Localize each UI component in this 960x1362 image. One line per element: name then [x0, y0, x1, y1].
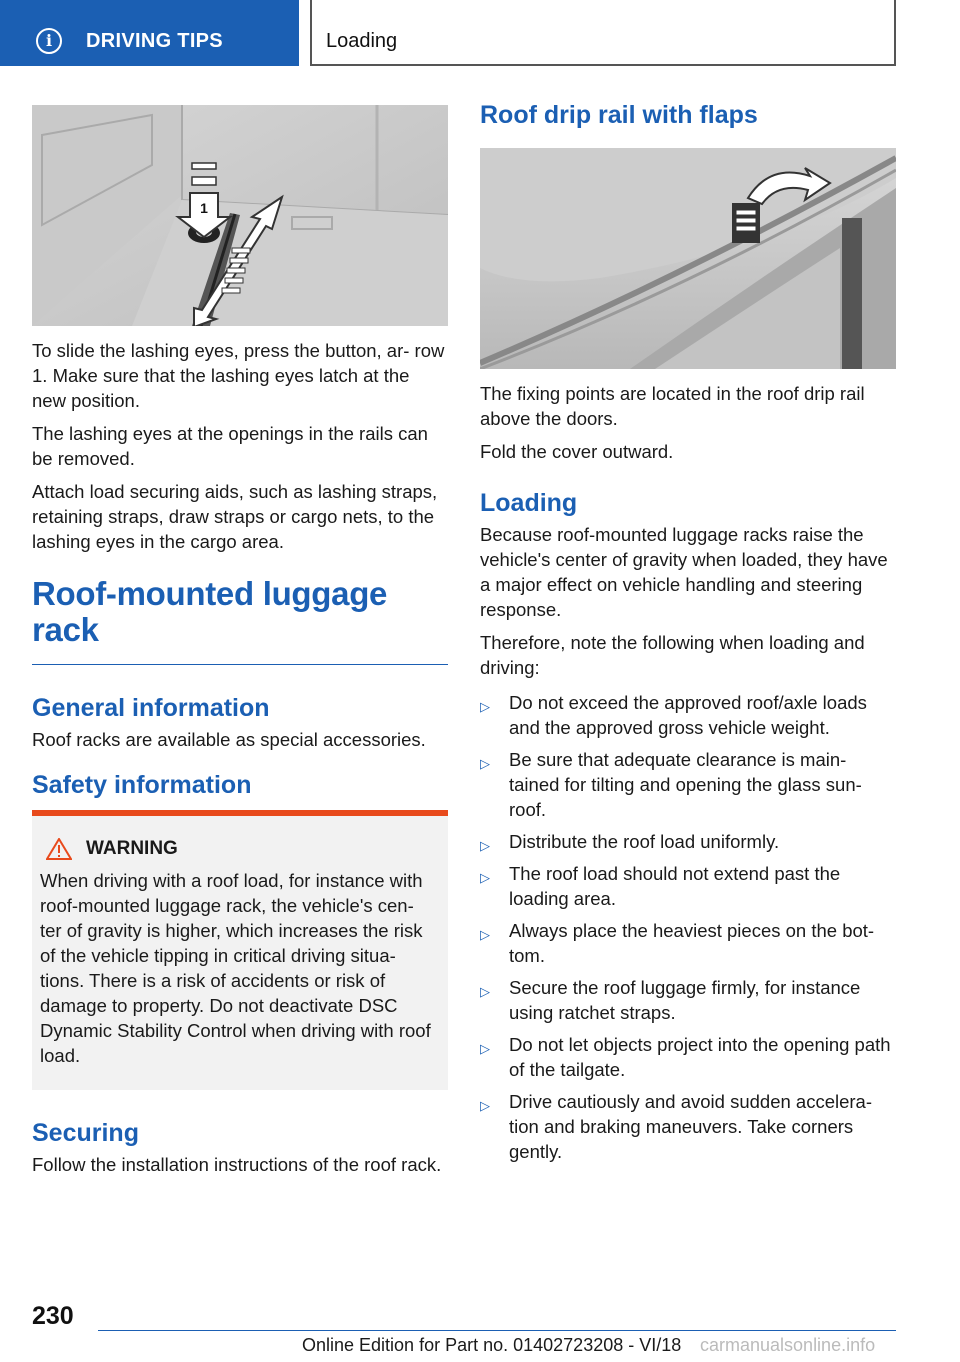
heading-rule: [32, 664, 448, 665]
left-column: [32, 105, 448, 1185]
list-item: ▷ Secure the roof luggage firmly, for instance using ratchet straps.: [480, 977, 861, 1023]
watermark: carmanualsonline.info: [700, 1335, 876, 1355]
section-tab-driving-tips[interactable]: [0, 0, 299, 66]
warning-box: [32, 810, 448, 1090]
page-number: 230: [32, 1302, 74, 1330]
figure-callout-1: 1: [200, 200, 208, 216]
bullet-triangle-icon: ▷: [480, 1098, 490, 1113]
lashing-eyes-slide-text: To slide the lashing eyes, press the button, ar- row 1. Make sure that the lashing eyes latch at the new position.: [32, 340, 445, 411]
list-item: ▷ Drive cautiously and avoid sudden accelera- tion and braking maneuvers. Take corners gently.: [480, 1091, 873, 1162]
bullet-triangle-icon: ▷: [480, 838, 490, 853]
breadcrumb: [310, 0, 896, 66]
list-item: ▷ Distribute the roof load uniformly.: [480, 829, 896, 854]
bullet-triangle-icon: ▷: [480, 927, 490, 942]
safety-information-heading: Safety information: [32, 771, 252, 799]
fold-cover-text: Fold the cover outward.: [480, 441, 674, 462]
warning-title-row: [46, 838, 440, 860]
list-item: ▷ Always place the heaviest pieces on the bot- tom.: [480, 920, 875, 966]
info-icon: i: [36, 28, 62, 54]
load-securing-aids-text: Attach load securing aids, such as lashing straps, retaining straps, draw straps or cargo nets, to the lashing eyes in the cargo area.: [32, 481, 438, 552]
general-information-text: Roof racks are available as special accessories.: [32, 729, 426, 750]
loading-note-text: Therefore, note the following when loading and driving:: [480, 632, 865, 678]
loading-heading: Loading: [480, 489, 578, 517]
warning-text: When driving with a roof load, for instance with roof-mounted luggage rack, the vehicle's cen- ter of gravity is higher, which increases the risk of the vehicle tipping in critical driving situa- tions. There is a risk of accidents or risk of damage to property. Do not deactivate DSC Dynamic Stability Control when driving with roof load.: [40, 870, 431, 1066]
loading-bullet-list: [480, 690, 896, 1164]
bullet-triangle-icon: ▷: [480, 984, 490, 999]
bullet-triangle-icon: ▷: [480, 699, 490, 714]
roof-rack-heading: Roof-mounted luggage rack: [32, 575, 388, 648]
bullet-triangle-icon: ▷: [480, 1041, 490, 1056]
right-column: [480, 100, 896, 1171]
edition-text: Online Edition for Part no. 01402723208 - VI/18: [302, 1335, 682, 1355]
securing-text: Follow the installation instructions of the roof rack.: [32, 1154, 442, 1175]
warning-title: WARNING: [86, 838, 178, 859]
roof-drip-rail-figure: [480, 148, 896, 369]
list-item: ▷ The roof load should not extend past the loading area.: [480, 863, 841, 909]
breadcrumb-current: Loading: [326, 30, 398, 52]
loading-intro-text: Because roof-mounted luggage racks raise the vehicle's center of gravity when loaded, they have a major effect on vehicle handling and steering response.: [480, 524, 888, 620]
lashing-eyes-remove-text: The lashing eyes at the openings in the rails can be removed.: [32, 423, 428, 469]
cargo-rail-lashing-eye-figure: [32, 105, 448, 326]
roof-drip-rail-heading: Roof drip rail with flaps: [480, 101, 758, 129]
footer-rule: [98, 1330, 896, 1331]
warning-triangle-icon: [46, 838, 72, 860]
section-tab-label: DRIVING TIPS: [86, 30, 223, 52]
general-information-heading: General information: [32, 694, 270, 722]
list-item: ▷ Do not let objects project into the opening path of the tailgate.: [480, 1034, 891, 1080]
bullet-triangle-icon: ▷: [480, 756, 490, 771]
list-item: ▷ Be sure that adequate clearance is main- tained for tilting and opening the glass sun- roof.: [480, 749, 862, 820]
fixing-points-text: The fixing points are located in the roof drip rail above the doors.: [480, 383, 865, 429]
list-item: ▷ Do not exceed the approved roof/axle loads and the approved gross vehicle weight.: [480, 692, 867, 738]
bullet-triangle-icon: ▷: [480, 870, 490, 885]
securing-heading: Securing: [32, 1119, 139, 1147]
